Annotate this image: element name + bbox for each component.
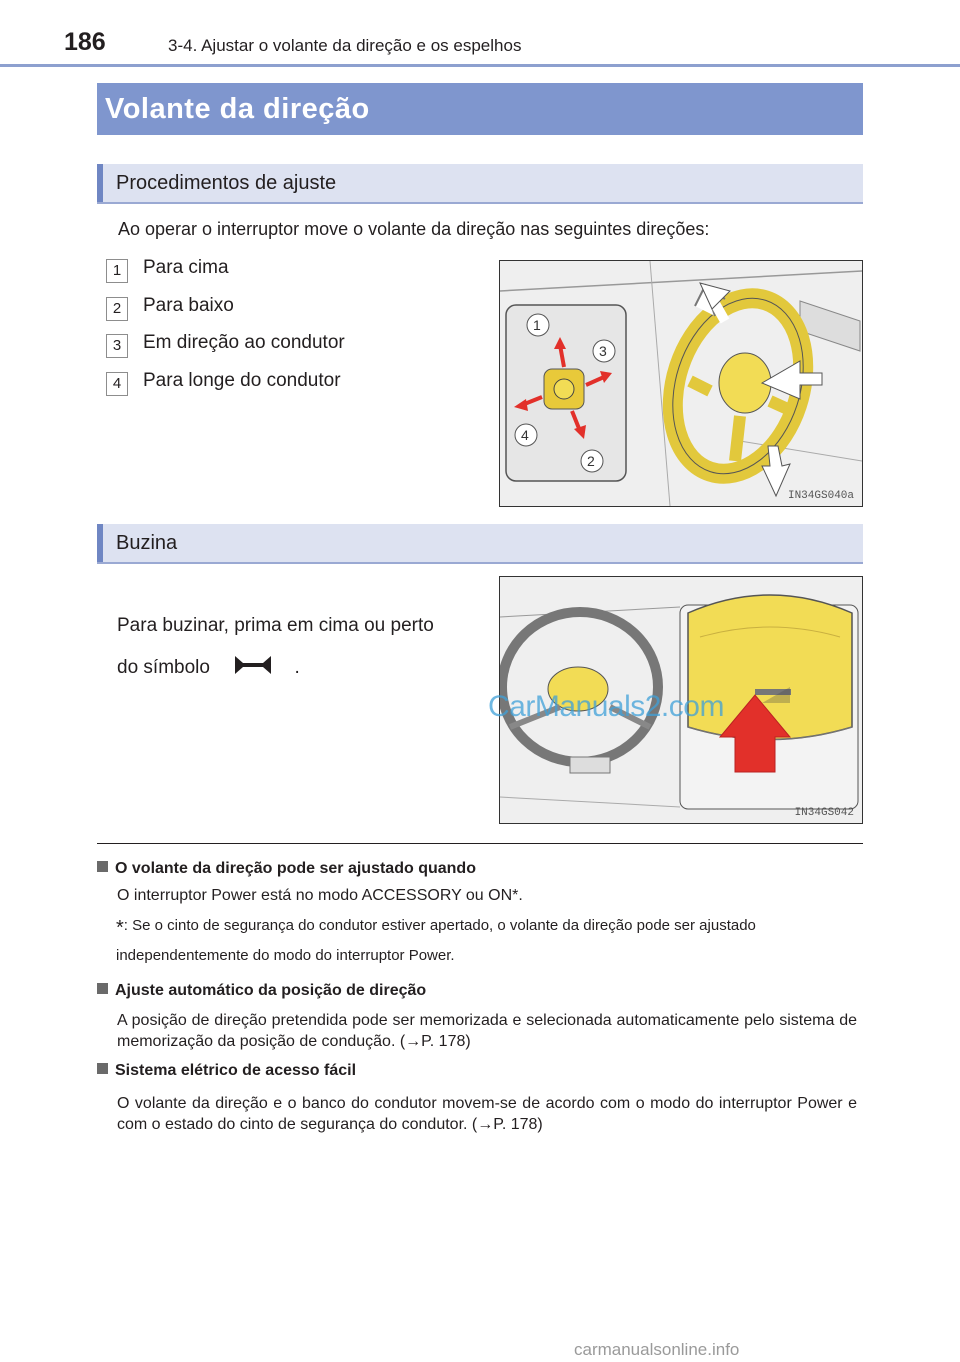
note-text-1: O interruptor Power está no modo ACCESSORY ou ON*.	[117, 887, 523, 904]
section-accent	[97, 524, 103, 562]
square-bullet-icon	[97, 861, 108, 872]
horn-text-after: .	[294, 657, 300, 679]
main-title-banner	[97, 83, 863, 135]
chapter-title: 3-4. Ajustar o volante da direção e os espelhos	[168, 36, 522, 55]
direction-label: Para cima	[143, 257, 229, 278]
steering-adjust-figure	[499, 260, 863, 507]
footnote	[116, 912, 856, 969]
steering-adjust-illustration	[500, 261, 862, 506]
page-number: 186	[64, 28, 106, 56]
note-heading-text: Sistema elétrico de acesso fácil	[115, 1062, 357, 1079]
horn-text-line2	[117, 653, 300, 683]
figure-code: IN34GS042	[794, 807, 854, 819]
number-badge: 1	[106, 259, 128, 283]
footnote-mark: *	[116, 917, 124, 939]
horn-text-line1: Para buzinar, prima em cima ou perto	[117, 615, 434, 636]
watermark: CarManuals2.com	[488, 690, 724, 723]
number-badge: 4	[106, 372, 128, 396]
note-heading-text: Ajuste automático da posição de direção	[115, 982, 427, 999]
direction-label: Para longe do condutor	[143, 370, 341, 391]
svg-text:3: 3	[599, 343, 607, 359]
horn-icon	[233, 653, 273, 683]
header-rule	[0, 64, 960, 67]
section-title: Buzina	[116, 532, 178, 554]
square-bullet-icon	[97, 1063, 108, 1074]
section-accent	[97, 164, 103, 202]
note-heading-2	[97, 982, 426, 1000]
svg-text:2: 2	[587, 453, 595, 469]
main-title: Volante da direção	[105, 93, 370, 125]
note-heading-1	[97, 860, 476, 878]
figure-code: IN34GS040a	[787, 490, 854, 502]
svg-text:4: 4	[521, 427, 529, 443]
direction-label: Em direção ao condutor	[143, 332, 345, 353]
number-badge: 2	[106, 297, 128, 321]
divider	[97, 843, 863, 844]
section-horn-heading	[97, 524, 863, 564]
square-bullet-icon	[97, 983, 108, 994]
footer-logo: carmanualsonline.info	[574, 1340, 740, 1359]
note-heading-text: O volante da direção pode ser ajustado quando	[115, 860, 476, 877]
section-adjust-heading	[97, 164, 863, 204]
section-title: Procedimentos de ajuste	[116, 172, 337, 194]
adjust-intro: Ao operar o interruptor move o volante da direção nas seguintes direções:	[118, 219, 710, 239]
horn-text-before: do símbolo	[117, 657, 210, 679]
note-text-3: O volante da direção e o banco do condutor movem-se de acordo com o modo do interruptor Power e com o estado do cinto de segurança do condutor. (→P. 178)	[117, 1095, 857, 1133]
number-badge: 3	[106, 334, 128, 358]
footnote-text: : Se o cinto de segurança do condutor estiver apertado, o volante da direção pode ser ajustado independentemente do modo do interruptor Power.	[116, 917, 756, 964]
svg-text:1: 1	[533, 317, 541, 333]
note-heading-3	[97, 1062, 356, 1080]
direction-label: Para baixo	[143, 295, 234, 316]
note-text-2: A posição de direção pretendida pode ser memorizada e selecionada automaticamente pelo sistema de memorização da posição de condução. (→P. 178)	[117, 1012, 857, 1050]
